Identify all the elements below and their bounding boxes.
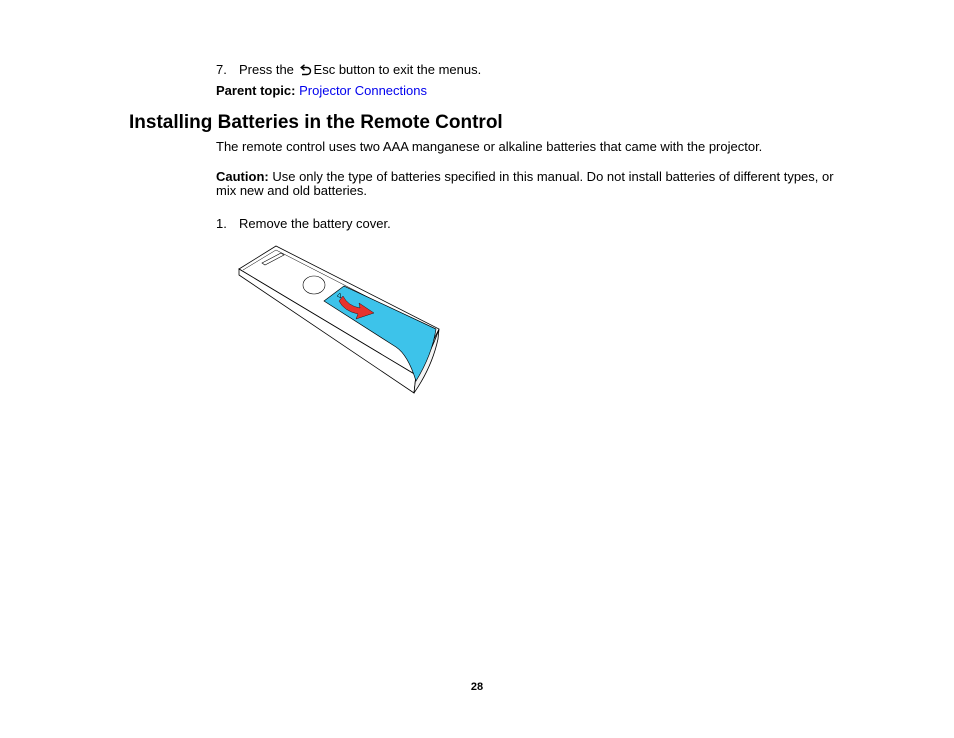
caution-text: Use only the type of batteries specified in this manual. Do not install batteries of different types, or mix new and old batteries. — [216, 169, 834, 198]
step-1 — [216, 216, 391, 232]
remote-control-battery-cover-icon — [236, 243, 446, 400]
step-number: 7. — [216, 62, 227, 77]
step-text: Remove the battery cover. — [239, 216, 391, 231]
section-title: Installing Batteries in the Remote Control — [129, 112, 503, 133]
step-text-after: Esc button to exit the menus. — [313, 62, 482, 77]
projector-connections-link[interactable]: Projector Connections — [299, 83, 427, 98]
esc-return-arrow-icon — [299, 64, 312, 80]
caution-label: Caution: — [216, 169, 269, 184]
section-intro: The remote control uses two AAA manganese or alkaline batteries that came with the projector. — [216, 139, 763, 154]
step-7 — [216, 62, 481, 80]
caution-note — [216, 170, 836, 198]
parent-topic-label: Parent topic: — [216, 83, 296, 98]
parent-topic — [216, 83, 427, 99]
step-text-before: Press the — [239, 62, 294, 77]
page-number: 28 — [470, 681, 484, 693]
step-number: 1. — [216, 216, 227, 231]
